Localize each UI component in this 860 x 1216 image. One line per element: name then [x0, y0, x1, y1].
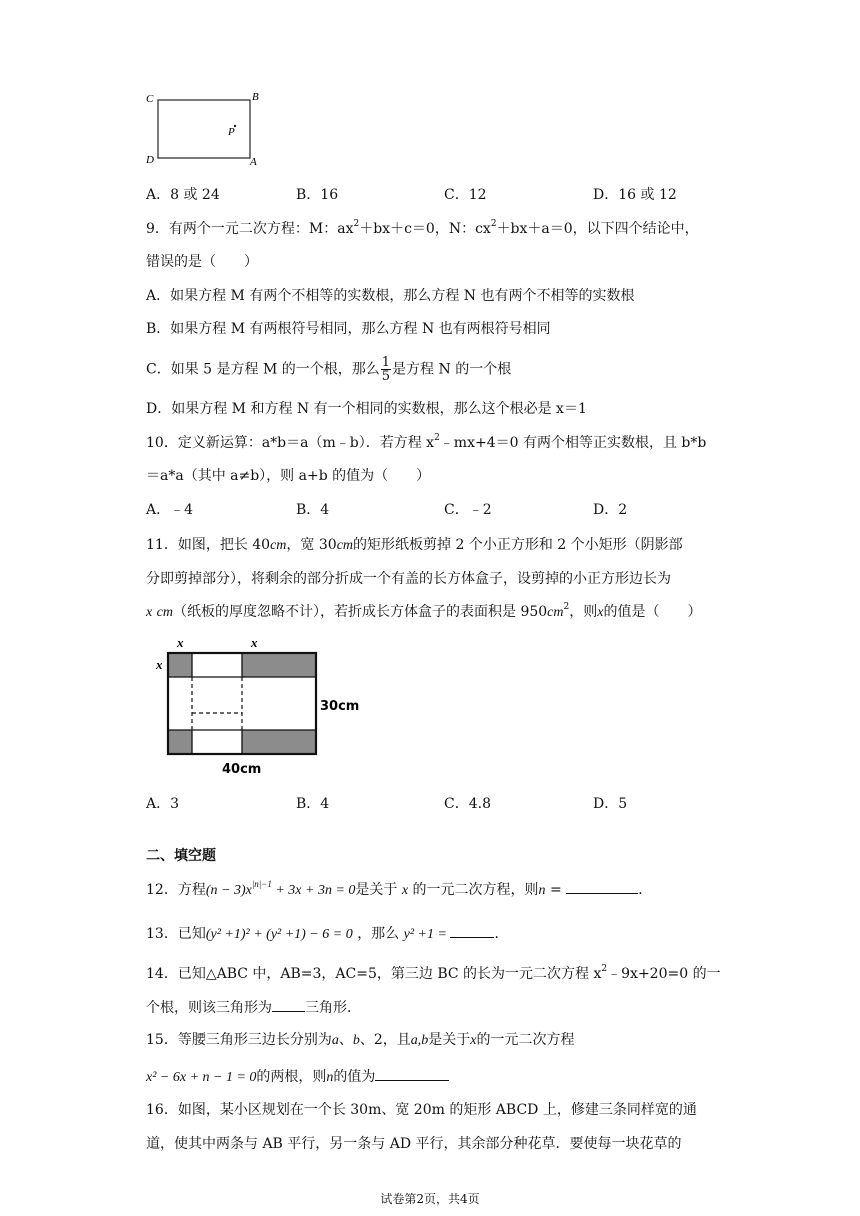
q10-option-c: C．﹣2: [444, 502, 492, 518]
q16-stem-line2: 道，使其中两条与 AB 平行，另一条与 AD 平行，其余部分种花草．要使每一块花草的: [146, 1136, 682, 1152]
q8-option-c: C．12: [444, 187, 487, 203]
label-x-top-right: x: [251, 635, 258, 650]
page-footer: 试卷第2页，共4页: [380, 1192, 480, 1206]
label-30cm: 30cm: [320, 699, 360, 714]
cutout-top-right: [242, 653, 316, 677]
q9-option-d: D．如果方程 M 和方程 N 有一个相同的实数根，那么这个根必是 x＝1: [146, 401, 587, 417]
label-B: B: [252, 91, 259, 103]
label-x-top-left: x: [177, 635, 184, 650]
q9-option-a: A．如果方程 M 有两个不相等的实数根，那么方程 N 也有两个不相等的实数根: [146, 288, 635, 304]
q11-option-a: A．3: [146, 796, 180, 812]
cutout-bottom-right: [242, 730, 316, 754]
q15-answer-blank: [375, 1066, 449, 1081]
label-C: C: [146, 93, 154, 105]
label-40cm: 40cm: [222, 762, 262, 777]
q9-stem-line1: 9．有两个一元二次方程：M：$ax^2+bx+c=0$，N：$cx^2+bx+a=0$，以下四个结论中，: [146, 219, 699, 237]
label-P: P: [228, 126, 235, 138]
q10-stem-line2: ＝a*a（其中 a≠b），则 a+b 的值为（ ）: [146, 468, 431, 484]
q15-stem-line2: x² − 6x + n − 1 = 0的两根，则n的值为: [146, 1066, 449, 1088]
label-A: A: [250, 156, 257, 168]
rectangle-abcd-figure: [140, 85, 270, 170]
q8-option-d: D．16 或 12: [593, 187, 677, 203]
q14-stem-line2: 个根，则该三角形为 三角形．: [146, 997, 361, 1018]
q8-option-b: B．16: [296, 187, 339, 203]
q11-option-d: D．5: [593, 796, 628, 812]
q11-option-c: C．4.8: [444, 796, 491, 812]
q9-option-b: B．如果方程 M 有两根符号相同，那么方程 N 也有两根符号相同: [146, 321, 551, 337]
label-x-left: x: [156, 657, 163, 672]
section-heading-fill-in: 二、填空题: [146, 848, 216, 864]
q10-option-a: A．﹣4: [146, 502, 194, 518]
label-D: D: [146, 154, 154, 166]
q15-stem-line1: 15．等腰三角形三边长分别为a、b、2，且a,b是关于x的一元二次方程: [146, 1032, 575, 1048]
q13-stem: 13．已知(y² +1)² + (y² +1) − 6 = 0 ，那么 y² +1 = ．: [146, 923, 508, 945]
q12-stem: 12．方程$(n - 3)x^{|n|-1} + 3x + 3n = 0$是关于 x 的一元二次方程，则n = ．: [146, 879, 653, 898]
q9-stem-line2: 错误的是（ ）: [146, 254, 258, 270]
q10-stem-line1: 10．定义新运算：a*b＝a（m﹣b）．若方程 $x^2﹣mx+4=0$ 有两个相等正实数根，且 b*b: [146, 433, 707, 451]
q14-stem-line1: 14．已知△ABC 中，AB=3，AC=5，第三边 BC 的长为一元二次方程 $x^2﹣9x+20=0$ 的一: [146, 964, 721, 982]
q11-stem-line2: 分即剪掉部分），将剩余的部分折成一个有盖的长方体盒子，设剪掉的小正方形边长为: [146, 571, 671, 587]
q12-answer-blank: [566, 879, 638, 894]
q10-option-d: D．2: [593, 502, 628, 518]
q13-answer-blank: [450, 923, 494, 938]
q14-answer-blank: [272, 997, 305, 1012]
cardboard-figure: [150, 632, 375, 780]
cutout-top-left: [168, 653, 192, 677]
q11-option-b: B．4: [296, 796, 330, 812]
q9-option-c: C．如果 5 是方程 M 的一个根，那么 $\frac{1}{5}$ 是方程 N 的一个根: [146, 355, 512, 384]
q11-stem-line1: 11．如图，把长 40cm，宽 30cm的矩形纸板剪掉 2 个小正方形和 2 个小矩形（阴影部: [146, 537, 683, 553]
q11-stem-line3: x cm（纸板的厚度忽略不计），若折成长方体盒子的表面积是 $950cm^2$，则x的值是（ ）: [146, 602, 702, 620]
cutout-bottom-left: [168, 730, 192, 754]
q10-option-b: B．4: [296, 502, 330, 518]
q8-option-a: A．8 或 24: [146, 187, 220, 203]
q16-stem-line1: 16．如图，某小区规划在一个长 30m、宽 20m 的矩形 ABCD 上，修建三条同样宽的通: [146, 1102, 697, 1118]
